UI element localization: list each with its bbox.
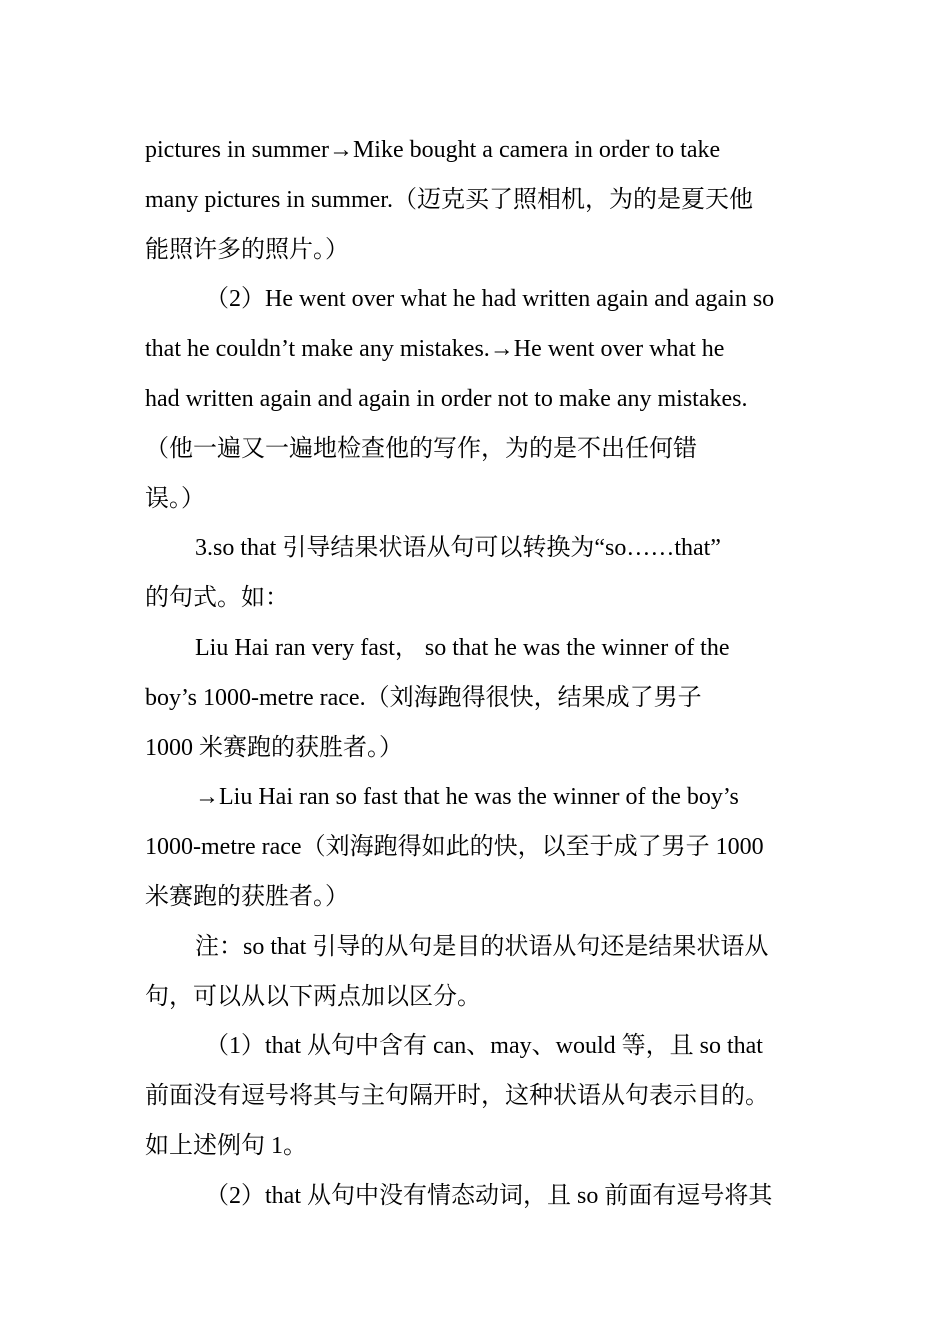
document-body — [145, 126, 810, 1222]
text-line: 3.so that 引导结果状语从句可以转换为“so……that” — [195, 535, 721, 562]
text-line: 能照许多的照片。） — [145, 236, 349, 263]
text-line: pictures in summer→Mike bought a camera in order to take — [145, 137, 721, 163]
text-line: （2）He went over what he had written again and again so — [205, 286, 775, 313]
text-line: that he couldn’t make any mistakes.→He went over what he — [145, 336, 725, 363]
text-line: 句，可以从以下两点加以区分。 — [145, 983, 481, 1010]
text-line: 前面没有逗号将其与主句隔开时，这种状语从句表示目的。 — [145, 1083, 769, 1110]
text-line: boy’s 1000-metre race.（刘海跑得很快，结果成了男子 — [145, 684, 702, 711]
text-line: →Liu Hai ran so fast that he was the winner of the boy’s — [195, 784, 739, 811]
text-line: 注：so that 引导的从句是目的状语从句还是结果状语从 — [195, 933, 769, 960]
text-line: 米赛跑的获胜者。） — [145, 883, 349, 910]
text-line: 误。） — [145, 485, 205, 512]
text-line: had written again and again in order not to make any mistakes. — [145, 385, 748, 412]
text-line: （2）that 从句中没有情态动词，且 so 前面有逗号将其 — [205, 1182, 773, 1209]
text-line: 如上述例句 1。 — [145, 1132, 307, 1159]
text-line: （他一遍又一遍地检查他的写作，为的是不出任何错 — [145, 435, 697, 462]
text-line: （1）that 从句中含有 can、may、would 等，且 so that — [205, 1033, 763, 1060]
text-line: 1000-metre race（刘海跑得如此的快，以至于成了男子 1000 — [145, 834, 764, 861]
text-line: 的句式。如： — [145, 585, 289, 612]
text-line: many pictures in summer.（迈克买了照相机，为的是夏天他 — [145, 186, 753, 213]
text-line: 1000 米赛跑的获胜者。） — [145, 734, 403, 761]
text-line: Liu Hai ran very fast， so that he was the winner of the — [195, 634, 730, 661]
